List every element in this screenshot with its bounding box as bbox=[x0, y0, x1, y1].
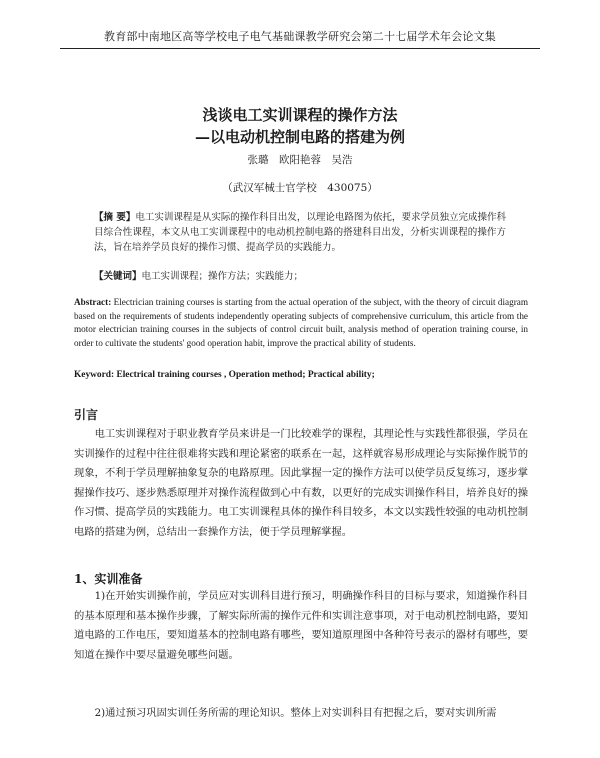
abstract-cn bbox=[94, 210, 506, 255]
affiliation: （武汉军械士官学校 430075） bbox=[222, 182, 378, 194]
keywords-cn-tag: 【关键词】 bbox=[94, 271, 142, 282]
paper-title: 浅谈电工实训课程的操作方法 bbox=[202, 106, 398, 124]
author-list: 张璐 欧阳艳蓉 吴浩 bbox=[247, 154, 353, 166]
intro-heading: 引言 bbox=[74, 408, 99, 422]
keywords-en bbox=[74, 370, 528, 380]
abstract-cn-text: 电工实训课程是从实际的操作科目出发，以理论电路图为依托，要求学员独立完成操作科目综合性课程，本文从电工实训课程中的电动机控制电路的搭建科目出发，分析实训课程的操作方法，旨在培养学员良好的操作习惯、提高学员的实践能力。 bbox=[94, 212, 506, 253]
abstract-en-tag: Abstract: bbox=[74, 297, 112, 307]
keywords-cn bbox=[94, 269, 506, 284]
paper-subtitle: —以电动机控制电路的搭建为例 bbox=[194, 128, 405, 146]
keywords-en-tag: Keyword: bbox=[74, 370, 115, 380]
keywords-cn-text: 电工实训课程；操作方法；实践能力； bbox=[141, 271, 304, 282]
section1-paragraph-2: 2)通过预习巩固实训任务所需的理论知识。整体上对实训科目有把握之后，要对实训所需 bbox=[94, 707, 497, 719]
abstract-cn-tag: 【摘 要】 bbox=[94, 212, 136, 223]
running-head: 教育部中南地区高等学校电子电气基础课教学研究会第二十七届学术年会论文集 bbox=[60, 28, 540, 49]
section1-heading: 1、实训准备 bbox=[74, 572, 143, 586]
keywords-en-text: Electrical training courses , Operation method; Practical ability; bbox=[116, 370, 375, 380]
intro-paragraph: 电工实训课程对于职业教育学员来讲是一门比较难学的课程，其理论性与实践性都很强，学员在实训操作的过程中往往很难将实践和理论紧密的联系在一起，这样就容易形成理论与实际操作脱节的现象，不利于学员理解抽象复杂的电路原理。因此掌握一定的操作方法可以使学员反复练习，逐步掌握操作技巧、逐步熟悉原理并对操作流程做到心中有数，以更好的完成实训操作科目，培养良好的操作习惯、提高学员的实践能力。电工实训课程具体的操作科目较多，本文以实践性较强的电动机控制电路的搭建为例，总结出一套操作方法，便于学员理解掌握。 bbox=[74, 428, 528, 538]
abstract-en-text: Electrician training courses is starting from the actual operation of the subject, with the theory of circuit diagram based on the requirements of students independently operating subjects of comprehensive curriculum, this article from the motor electrician training courses in the subjects of control circuit built, analysis method of operation training course, in order to cultivate the students' good operation habit, improve the practical ability of students. bbox=[74, 297, 529, 348]
abstract-en bbox=[74, 296, 528, 350]
section1-paragraph-1: 1)在开始实训操作前，学员应对实训科目进行预习，明确操作科目的目标与要求，知道操作科目的基本原理和基本操作步骤，了解实际所需的操作元件和实训注意事项，对于电动机控制电路，要知道电路的工作电压，要知道基本的控制电路有哪些，要知道原理图中各种符号表示的器材有哪些，要知道在操作中要尽量避免哪些问题。 bbox=[74, 590, 528, 661]
